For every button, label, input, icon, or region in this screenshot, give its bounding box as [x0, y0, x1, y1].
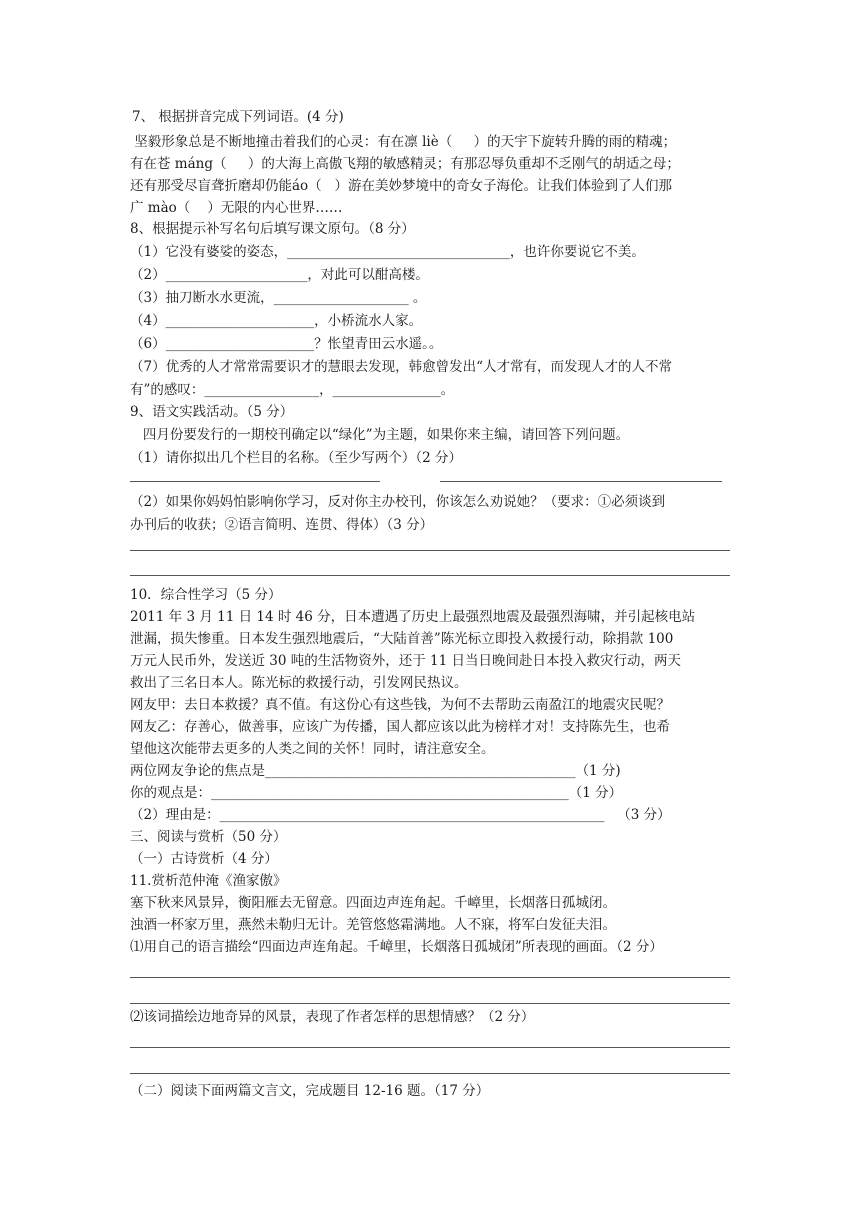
q9-title: 9、语文实践活动。（5 分） — [130, 404, 294, 420]
answer-line — [130, 1047, 730, 1048]
q7-line: 坚毅形象总是不断地撞击着我们的心灵：有在凛 liè（ ）的天宇下旋转升腾的雨的精魂； — [130, 134, 677, 150]
answer-line — [130, 1073, 730, 1074]
q10-line: 网友乙：存善心，做善事，应该广为传播，国人都应该以此为榜样才对！支持陈先生，也希 — [130, 719, 670, 735]
q8-line: （3）抽刀断水水更流，____________________ 。 — [130, 290, 427, 306]
q8-line: （4）______________________，小桥流水人家。 — [130, 313, 423, 329]
q7-title: 7、 根据拼音完成下列词语。(4 分) — [132, 109, 344, 125]
q10-line: 网友甲：去日本救援？真不值。有这份心有这些钱，为何不去帮助云南盈江的地震灾民呢？ — [130, 697, 670, 713]
q8-line: （1）它没有婆娑的姿态，_________________________________，也许你要说它不美。 — [130, 244, 645, 260]
q11-subquestion: ⑴用自己的语言描绘“四面边声连角起。千嶂里，长烟落日孤城闭”所表现的画面。（2 分） — [130, 939, 663, 955]
q10-line: 两位网友争论的焦点是______________________________________________（1 分) — [130, 763, 621, 779]
q9-line: （1）请你拟出几个栏目的名称。（至少写两个）（2 分） — [130, 450, 462, 466]
q8-title: 8、根据提示补写名句后填写课文原句。（8 分） — [130, 221, 415, 237]
subsection-heading: （一）古诗赏析（4 分） — [130, 851, 278, 867]
q9-line: 办刊后的收获；②语言简明、连贯、得体）（3 分） — [130, 517, 434, 533]
q8-line: （6）______________________？怅望青田云水遥。。 — [130, 336, 443, 352]
answer-line — [130, 575, 730, 576]
q10-line: 救出了三名日本人。陈光标的救援行动，引发网民热议。 — [130, 675, 468, 691]
q8-line: （2）_____________________，对此可以酣高楼。 — [130, 267, 429, 283]
q9-line: 四月份要发行的一期校刊确定以“绿化”为主题，如果你来主编，请回答下列问题。 — [130, 427, 630, 443]
q10-line: （2）理由是：_________________________________________________________ （3 分） — [130, 807, 671, 823]
q7-line: 有在苍 máng（ ）的大海上高傲飞翔的敏感精灵；有那忍辱负重却不乏刚气的胡适之母； — [130, 156, 680, 172]
answer-line — [440, 481, 722, 482]
q8-line: （7）优秀的人才常常需要识才的慧眼去发现，韩愈曾发出“人才常有，而发现人才的人不常 — [130, 359, 672, 375]
q10-line: 望他这次能带去更多的人类之间的关怀！同时，请注意安全。 — [130, 741, 495, 757]
q11-subquestion: ⑵该词描绘边地奇异的风景，表现了作者怎样的思想情感？（2 分） — [130, 1009, 535, 1025]
q7-line: 广 mào（ ）无限的内心世界…… — [130, 200, 343, 216]
q8-line: 有”的感叹：_________________，________________。 — [130, 382, 455, 398]
answer-line — [130, 550, 730, 551]
q10-line: 泄漏，损失惨重。日本发生强烈地震后，“大陆首善”陈光标立即投入救援行动，除捐款 100 — [130, 631, 674, 647]
q9-line: （2）如果你妈妈怕影响你学习，反对你主办校刊，你该怎么劝说她？（要求：①必须谈到 — [130, 494, 666, 510]
poem-line: 浊酒一杯家万里，燕然未勒归无计。羌管悠悠霜满地。人不寐，将军白发征夫泪。 — [130, 917, 616, 933]
answer-line — [130, 1003, 730, 1004]
q11-title: 11.赏析范仲淹《渔家傲》 — [130, 873, 287, 889]
q7-line: 还有那受尽盲聋折磨却仍能áo（ ）游在美妙梦境中的奇女子海伦。让我们体验到了人们那 — [130, 178, 673, 194]
q10-line: 万元人民币外，发送近 30 吨的生活物资外，还于 11 日当日晚间赴日本投入救灾行动，两天 — [130, 653, 682, 669]
q10-line: 2011 年 3 月 11 日 14 时 46 分，日本遭遇了历史上最强烈地震及最强烈海啸，并引起核电站 — [130, 609, 696, 625]
q10-line: 你的观点是：_____________________________________________________（1 分） — [130, 785, 623, 801]
answer-line — [130, 977, 730, 978]
section-heading: 三、阅读与赏析（50 分） — [130, 829, 287, 845]
answer-line — [130, 481, 380, 482]
subsection-heading: （二）阅读下面两篇文言文，完成题目 12-16 题。（17 分） — [130, 1083, 490, 1099]
poem-line: 塞下秋来风景异，衡阳雁去无留意。四面边声连角起。千嶂里，长烟落日孤城闭。 — [130, 895, 616, 911]
q10-title: 10．综合性学习（5 分） — [130, 587, 282, 603]
